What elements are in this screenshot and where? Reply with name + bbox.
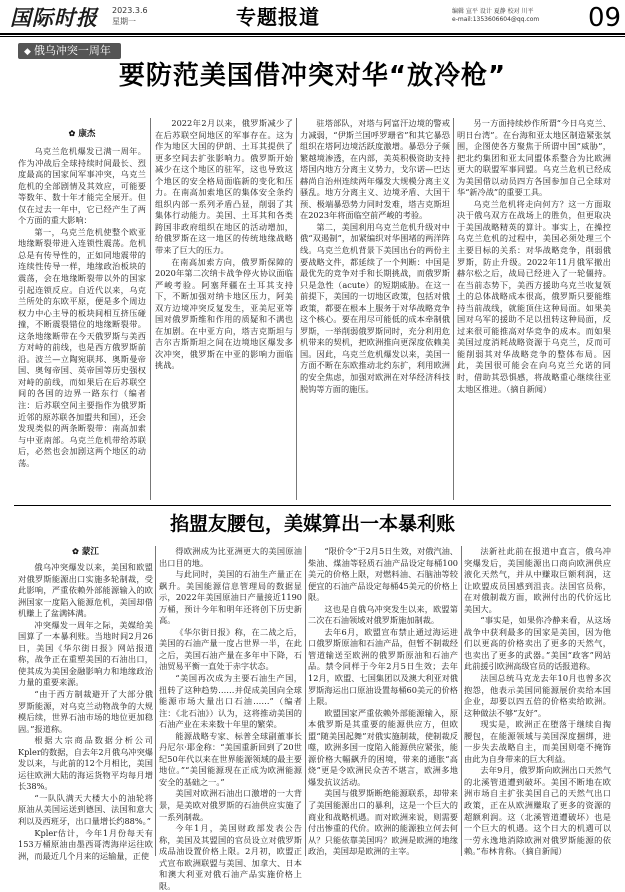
- article2-column-4: [464, 546, 611, 856]
- article1-column-3: [300, 118, 450, 500]
- diamond-icon: ◆: [24, 47, 31, 57]
- paragraph: 能源战略专家、标普全球副董事长丹尼尔·耶金称：“美国重新回到了20世纪50年代以来在世界能源领域的最主要地位。”“美国能源现在正成为欧洲能源安全的基础之一。”: [159, 730, 302, 787]
- paragraph: “由于西方制裁避开了大部分俄罗斯能源，对乌克兰动物战争的大规模后续，世界石油市场的地位更加稳固。”报道称。: [18, 689, 153, 734]
- section-divider: [14, 505, 611, 506]
- issue-date: 2023.3.6: [112, 6, 148, 15]
- paragraph: 与此同时，美国的石油生产量正在飙升。美国能源信息管理局的数据显示，2022年美国原油日产量接近1190万桶，预计今年和明年还将创下历史新高。: [159, 569, 302, 626]
- paragraph: 第一，乌克兰危机使整个欧亚地缘断裂带进入连锁性震荡。危机总是有传导性的，正如同地震带的连续性传导一样，地缘政治板块的震荡，会在地缘断裂带以外的国家引起连锁反应。自近代以来，乌克兰所处的东欧平原，便是多个周边权力中心主导的板块间相互挤压碰撞，不断震裂错位的地缘断裂带。这条地缘断带在今天俄罗斯与美西方对峙的前线，也是西方俄罗斯前沿。波兰—立陶宛联邦、奥斯曼帝国、奥匈帝国、英帝国等历史强权对峙的前线，而如果后在后苏联空间的各国的边界一路东行（编者注：后苏联空间主要指作为俄罗斯近邻的原苏联各加盟共和国），还会发现类似的两条断裂带：南高加索与中亚南部。乌克兰危机带给苏联后，必然也会加剧这两个地区的动荡。: [18, 226, 146, 468]
- page-number: 09: [588, 3, 622, 33]
- column-divider: [305, 546, 306, 856]
- article2-headline: 掐盟友腰包，美媒算出一本暴利账: [169, 513, 455, 535]
- article2-column-2: [159, 546, 302, 891]
- article2-byline: ✿ 蒙江: [72, 546, 99, 557]
- paragraph: 今年1月，美国财政部发表公告称，美国及其盟国的官员设立对俄罗斯成品油设置价格上限。2月初，欧盟正式宣布欧洲联盟与美国、加拿大、日本和澳大利亚对俄石油产品实施价格上限。: [159, 823, 302, 891]
- column-divider: [296, 118, 297, 500]
- paragraph: 美国与俄罗斯断绝能源联系，却带来了美国能源出口的暴利，这是一个巨大的商业和战略机遇。而对欧洲来说，则需要付出惨重的代价。欧洲的能源独立何去何从？只能依靠美国吗？欧洲是欧洲的地缘政治，美国却是欧洲的主宰。: [308, 788, 458, 857]
- byline-icon: ✿: [72, 546, 79, 556]
- paragraph: 在南高加索方向，俄罗斯保障的2020年第二次纳卡战争停火协议面临严峻考验。阿塞拜疆在土耳其支持下，不断加强对纳卡地区压力，阿美双方边境冲突反复发生，亚美尼亚等国对俄罗斯维和作用的质疑和不满也在加剧。在中亚方向，塔吉克斯坦与吉尔吉斯斯坦之间在边境地区爆发多次冲突，俄罗斯在中亚的影响力面临挑战。: [155, 256, 293, 371]
- paragraph: 乌克兰危机将走向何方？这一方面取决于俄乌双方在战场上的胜负，但更取决于美国战略精英的算计。事实上，在操控乌克兰危机的过程中，美国必须处理三个主要目标的关系：对华战略竞争，削弱俄罗斯，防止升级。2022年11月俄军撤出赫尔松之后，战局已经进入了一轮僵持。在当前态势下，美西方援助乌克兰收复领土的总体战略成本很高，俄罗斯只要能维持当前战线，就能顶住这种局面。如果美国对乌军的援助不足以扭转这种局面，反过来很可能推高对华竞争的成本。而如果美国过度消耗战略资源于乌克兰，反而可能削弱其对华战略竞争的整体布局。因此，美国很可能会在向乌克兰允诺的同时，借助其恐惧感，将战略重心继续往亚太地区推进。（摘自新闻）: [457, 198, 611, 394]
- article1-byline: ✿ 康杰: [68, 128, 96, 139]
- paragraph: 乌克兰危机爆发已满一周年。作为冲战后全球持续时间最长、烈度最高的国家间军事冲突，乌克兰危机的全部剧情及其效应，可能要等数年、数十年才能完全展开。但仅在过去一年中，它已经产生了两个方面的重大影响：: [18, 146, 146, 226]
- article-headline: 要防范美国借冲突对华“放冷枪”: [118, 61, 507, 91]
- editor-credits: [452, 8, 587, 24]
- paragraph: 美国对欧洲石油出口激增的一大背景，是美欧对俄罗斯的石油供应实施了一系列制裁。: [159, 788, 302, 822]
- paragraph: “一队队满天大楼大小的油轮将原油从美国运送到德国、法国和意大利以及西班牙，出口量增长约88%。”: [18, 792, 153, 827]
- paragraph: 第二，美国利用乌克兰危机升级对中俄“双遏制”，加紧编织对华围堵的两洋阵线。乌克兰危机背景下美国出台的两份主要战略文件，都延续了一个判断：中国是最优先的竞争对手和长期挑战，而俄罗斯只是急性（acute）的短期威胁。在这一前提下，美国的一切地区政策，包括对俄政策，都要在根本上服务于对华战略竞争这个核心。要在用尽可能低的成本牵制俄罗斯，一举削弱俄罗斯同时，充分利用危机带来的契机，把欧洲推向更深度依赖美国。因此，乌克兰危机爆发以来，美国一方面不断在东欧推动北约东扩，利用欧洲的安全焦虑，加强对欧洲在对华经济科技脱钩等方面的施压。: [300, 221, 450, 394]
- paragraph: 2022年2月以来，俄罗斯减少了在后苏联空间地区的军事存在。这为作为地区大国的伊朗、土耳其提供了更多空间去扩张影响力。俄罗斯开始减少在这个地区的驻军，这也导致这个地区的安全格局面临新的变化和压力。在南高加索地区的集体安全条约组织内部一系列矛盾凸显，削弱了其集体行动能力。美国、土耳其和各类跨国非政府组织在地区的活动增加，给俄罗斯在这一地区的传统地缘战略带来了巨大的压力。: [155, 118, 293, 256]
- article1-column-1: [18, 128, 146, 500]
- section-title: 专题报道: [236, 5, 320, 29]
- column-divider: [461, 546, 462, 856]
- issue-weekday: 星期一: [112, 17, 136, 26]
- column-divider: [453, 118, 454, 500]
- masthead-rule: [0, 33, 625, 35]
- paragraph: “美国再次成为主要石油生产国，扭转了这种趋势……并促成美国向全球能源市场大量出口石油……”（编者注：《北石油》）认为，这将推动美国的石油产业在未来数十年里的繁荣。: [159, 673, 302, 730]
- column-divider: [155, 546, 156, 856]
- newspaper-logo: 国际时报: [10, 5, 98, 30]
- paragraph: 法新社此前在报道中直言，俄乌冲突爆发后，美国能源出口商向欧洲供应液化天然气，并从中赚取巨额利润，这让欧盟成员国感到沮丧。法国官员称，在对俄制裁方面，欧洲付出的代价远比美国大。: [464, 546, 611, 614]
- article1-column-4: [457, 118, 611, 500]
- paragraph: “事实是，如果你冷静来看，从这场战争中获利最多的国家是美国，因为他们以更高的价格卖出了更多的天然气，也卖出了更多的武器。”美国“政客”网站此前援引欧洲高级官员的话报道称。: [464, 615, 611, 672]
- editor-names: 编辑 宣平 设计 夏静 校对 川平: [452, 8, 534, 15]
- article-kicker: [18, 43, 121, 59]
- paragraph: 另一方面持续炒作所谓“今日乌克兰、明日台湾”。在台海和亚太地区制造紧张氛围，企图使各方聚焦于所谓中国“威胁”，把北约集团和亚太同盟体系整合为比欧洲更大的联盟军事同盟。乌克兰危机已经成为美国借以动员四方各国参加自己全球对华“新冷战”的重要工具。: [457, 118, 611, 198]
- paragraph: 得欧洲成为比亚洲更大的美国原油出口目的地。: [159, 546, 302, 568]
- article2-column-3: [308, 546, 458, 856]
- paragraph: 驻塔部队，对塔与阿富汗边境的警戒力减弱，“伊斯兰国呼罗珊省”和其它暴恐组织在塔阿边境活跃度激增。暴恐分子频繁越境渗透，在内部，美英积极资助支持塔国内地方分离主义势力，戈尔诺—巴达赫尚自治州连续两年爆发大规模分离主义骚乱。地方分离主义、边境矛盾、大国干预、极端暴恐势力同时发难，塔吉克斯坦在2023年将面临空前严峻的考验。: [300, 118, 450, 221]
- paragraph: 去年9月，俄罗斯向欧洲出口天然气的北溪管道遭到破坏。美国不断地在欧洲市场自主扩张美国自己的天然气出口政策，正在从欧洲赚取了更多的资源的超额利润。这（北溪管道遭破坏）也是一个巨大的机遇。这个日大的机遇可以一劳永逸地消除欧洲对俄罗斯能源的依赖。”布林肯称。（摘自新闻）: [464, 765, 611, 857]
- article2-column-1: [18, 546, 153, 861]
- paragraph: 现实是，欧洲正在堕落于继续自掏腰包，在能源领域与美国深度捆绑，进一步失去战略自主，而美国则毫不掩饰由此为自身带来的巨大利益。: [464, 719, 611, 764]
- editor-email: e-mail:1353606604@qq.com: [452, 16, 540, 23]
- paragraph: “限价令”于2月5日生效，对俄汽油、柴油、煤油等轻质石油产品设定每桶100美元的价格上限，对燃料油、石脑油等较便宜的石油产品设定每桶45美元的价格上限。: [308, 546, 458, 603]
- column-divider: [150, 118, 151, 500]
- byline-icon: ✿: [68, 128, 76, 138]
- paragraph: 这也是自俄乌冲突发生以来，欧盟第二次在石油领域对俄罗斯施加制裁。: [308, 603, 458, 626]
- paragraph: 根据大宗商品数据分析公司Kpler的数据，自去年2月俄乌冲突爆发以来，与此前的12个月相比，美国运往欧洲大陆的海运货物平均每月增长38%。: [18, 735, 153, 792]
- paragraph: 法国总统马克龙去年10月也曾多次抱怨，他表示美国同能源展价卖给本国企业，却要以四五倍的价格卖给欧洲。这种做法不够“友好”。: [464, 673, 611, 718]
- paragraph: 欧盟国家严重依赖外部能源输入，原本俄罗斯是其重要的能源供应方，但欧盟“随美国起舞”对俄实施制裁，使制裁反噬，欧洲多国一度陷入能源供应紧张，能源价格大幅飙升的困境，带来的通胀“高烧”更是令欧洲民众苦不堪言，欧洲多地爆发抗议活动。: [308, 707, 458, 787]
- masthead-rule-thin: [0, 36, 625, 37]
- paragraph: 《华尔街日报》称，在二战之后，美国的石油产量一度占世界一半，在此之后，美国石油产量在多年中下降，石油贸易平衡一直处于赤字状态。: [159, 626, 302, 672]
- paragraph: Kpler估计，今年1月份每天有153万桶原油由墨西哥湾海岸运往欧洲，而最近几个月来的运输量，正使: [18, 827, 153, 861]
- kicker-text: 俄乌冲突一周年: [33, 44, 111, 57]
- paragraph: 去年6月，欧盟宣布禁止通过海运进口俄罗斯原油和石油产品，但暂不制裁经管道输送至欧洲的俄罗斯原油和石油产品。禁令同样于今年2月5日生效；去年12月，欧盟、七国集团以及澳大利亚对俄罗斯海运出口原油设置每桶60美元的价格上限。: [308, 626, 458, 707]
- article1-column-2: [155, 118, 293, 500]
- paragraph: 俄乌冲突爆发以来，美国和欧盟对俄罗斯能源出口实施多轮制裁，受此影响，严重依赖外部能源输入的欧洲国家一度陷入能源危机，美国却借机赚上了盆满钵满。: [18, 562, 153, 619]
- paragraph: 冲突爆发一周年之际，美媒给美国算了一本暴利账。当地时间2月26日，美国《华尔街日报》网站报道称，战争正在重塑美国的石油出口，使其成为美国金融影响力和地缘政治力量的重要来源。: [18, 619, 153, 688]
